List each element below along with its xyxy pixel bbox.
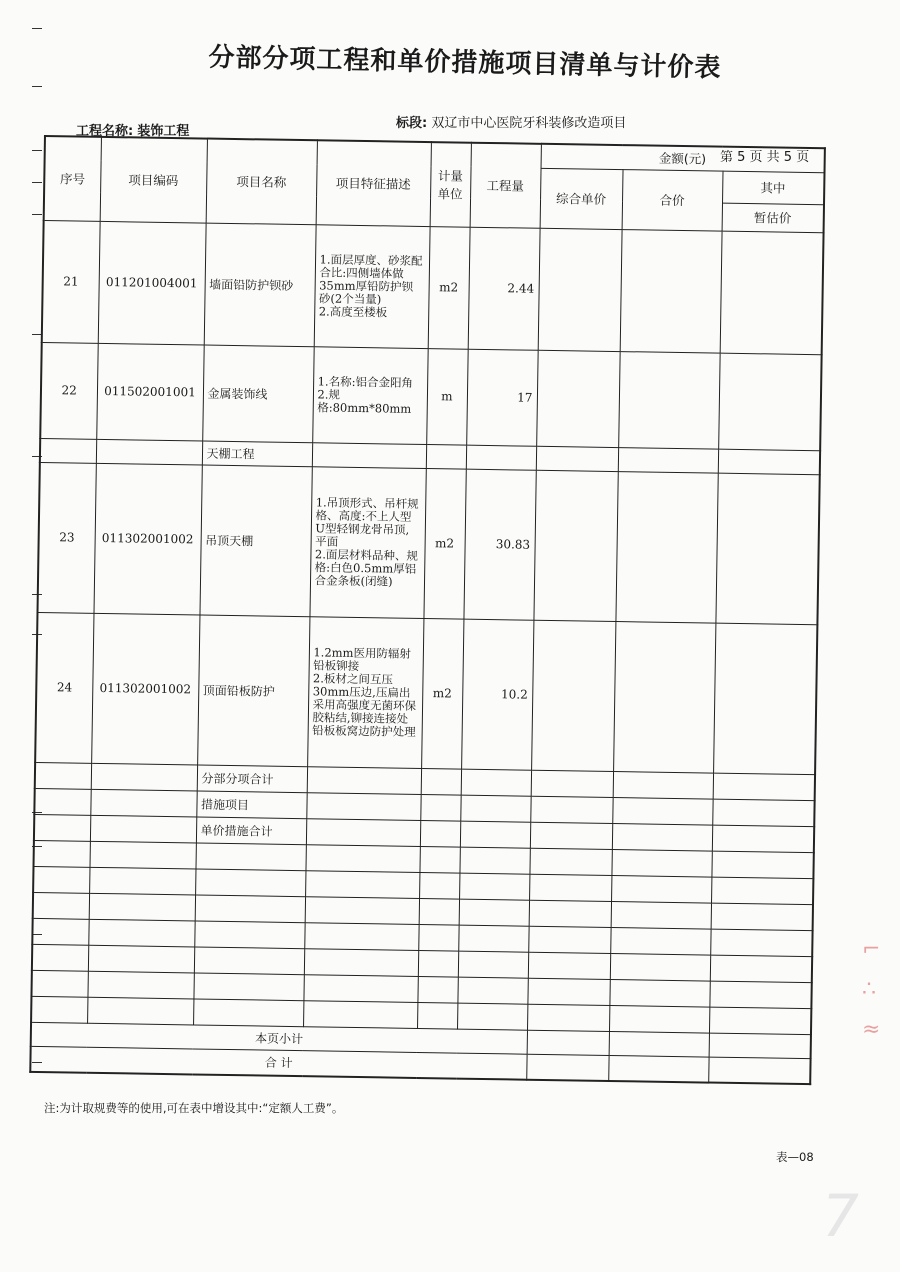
header-amount: 金额(元) — [541, 144, 825, 172]
page-mark: 7 — [822, 1182, 859, 1250]
cell-provisional — [720, 231, 824, 355]
cell-desc — [312, 442, 426, 468]
header-total: 合价 — [622, 169, 723, 231]
cell-seq: 23 — [38, 462, 96, 613]
cell-seq: 21 — [42, 220, 100, 343]
page-number: 第 5 页 共 5 页 — [720, 150, 810, 165]
section-value: 双辽市中心医院牙科装修改造项目 — [431, 116, 627, 131]
cell-unit: m2 — [423, 468, 465, 619]
cell-name: 墙面铅防护钡砂 — [204, 223, 316, 347]
cell-unit — [426, 444, 466, 469]
header-of-which: 其中 — [722, 171, 824, 205]
cell-unit-price — [533, 470, 617, 621]
cell-qty: 30.83 — [463, 469, 535, 620]
grand-total-label: 合 计 — [30, 1046, 526, 1080]
cell-provisional — [715, 473, 819, 625]
cell-unit-price — [536, 446, 618, 471]
pricing-table — [29, 135, 826, 1085]
header-provisional: 暂估价 — [722, 203, 824, 233]
cell-code: 011302001002 — [91, 613, 199, 765]
cell-qty: 2.44 — [468, 227, 540, 350]
page-subtotal-label: 本页小计 — [31, 1022, 527, 1054]
margin-mark — [32, 214, 42, 215]
cell-code: 011201004001 — [98, 221, 206, 345]
header-qty: 工程量 — [470, 143, 541, 228]
header-name: 项目名称 — [206, 139, 317, 225]
pricing-table-sheet — [29, 135, 824, 1109]
cell-total — [618, 351, 719, 449]
cell-seq: 22 — [40, 342, 98, 439]
cell-name: 天棚工程 — [202, 441, 312, 467]
margin-mark — [32, 150, 42, 151]
project-name-label: 工程名称: — [76, 124, 134, 139]
document-title: 分部分项工程和单价措施项目清单与计价表 — [208, 42, 722, 84]
cell-code: 011502001001 — [96, 343, 203, 441]
cell-desc: 1.面层厚度、砂浆配合比:四侧墙体做35mm厚铅防护钡砂(2个当量) 2.高度至楼板 — [314, 224, 430, 348]
cell-code — [96, 439, 202, 465]
table-row — [40, 342, 821, 450]
cell-qty: 10.2 — [461, 619, 533, 770]
cell-desc: 1.2mm医用防辐射铅板铆接 2.板材之间互压30mm压边,压扁出采用高强度无菌环保胶粘结,铆接连接处铅板板窝边防护处理 — [307, 616, 423, 768]
cell-unit: m — [426, 348, 468, 445]
cell-seq — [40, 438, 96, 463]
cell-unit: m2 — [428, 226, 470, 349]
cell-seq: 24 — [35, 612, 93, 763]
project-name-value: 装饰工程 — [137, 124, 190, 139]
footnote: 注:为计取规费等的使用,可在表中增设其中:“定额人工费”。 — [44, 1101, 344, 1115]
margin-mark — [32, 86, 42, 87]
table-row — [38, 462, 820, 624]
cell-name: 金属装饰线 — [202, 345, 313, 443]
cell-name: 吊顶天棚 — [199, 465, 311, 617]
cell-qty — [466, 445, 536, 470]
cell-unit: m2 — [421, 618, 463, 769]
cell-provisional — [718, 353, 821, 451]
cell-code: 011302001002 — [94, 463, 202, 615]
header-code: 项目编码 — [100, 137, 207, 223]
summary-label: 分部分项合计 — [197, 764, 307, 792]
cell-total — [620, 229, 722, 353]
cell-total — [615, 471, 717, 623]
table-row — [35, 612, 817, 774]
cell-provisional — [713, 623, 817, 775]
section-label: 标段: — [396, 116, 428, 131]
cell-unit-price — [538, 228, 622, 351]
cell-provisional — [718, 449, 820, 475]
table-row — [42, 220, 824, 354]
cell-total — [613, 621, 715, 773]
header-seq: 序号 — [44, 136, 101, 221]
summary-label: 措施项目 — [196, 790, 306, 818]
cell-unit-price — [536, 350, 619, 447]
red-stamp-mark: ⌐ ∴ ≈ — [862, 937, 881, 1042]
cell-qty: 17 — [466, 349, 537, 446]
cell-desc: 1.名称:铝合金阳角 2.规格:80mm*80mm — [312, 346, 427, 444]
header-unit: 计量单位 — [430, 142, 471, 227]
table-code: 表—08 — [776, 1150, 814, 1164]
cell-total — [618, 447, 718, 473]
margin-mark — [32, 28, 42, 29]
header-row — [45, 136, 825, 172]
header-unit-price: 综合单价 — [540, 168, 623, 229]
cell-name: 顶面铅板防护 — [197, 615, 309, 767]
margin-mark — [32, 182, 42, 183]
header-desc: 项目特征描述 — [316, 140, 431, 226]
summary-label: 单价措施合计 — [196, 816, 306, 844]
cell-unit-price — [531, 620, 615, 771]
cell-desc: 1.吊顶形式、吊杆规格、高度:不上人型U型轻钢龙骨吊顶,平面 2.面层材料品种、规格:白色0.5mm厚铝合金条板(闭缝) — [309, 466, 425, 618]
section-info — [396, 116, 676, 131]
